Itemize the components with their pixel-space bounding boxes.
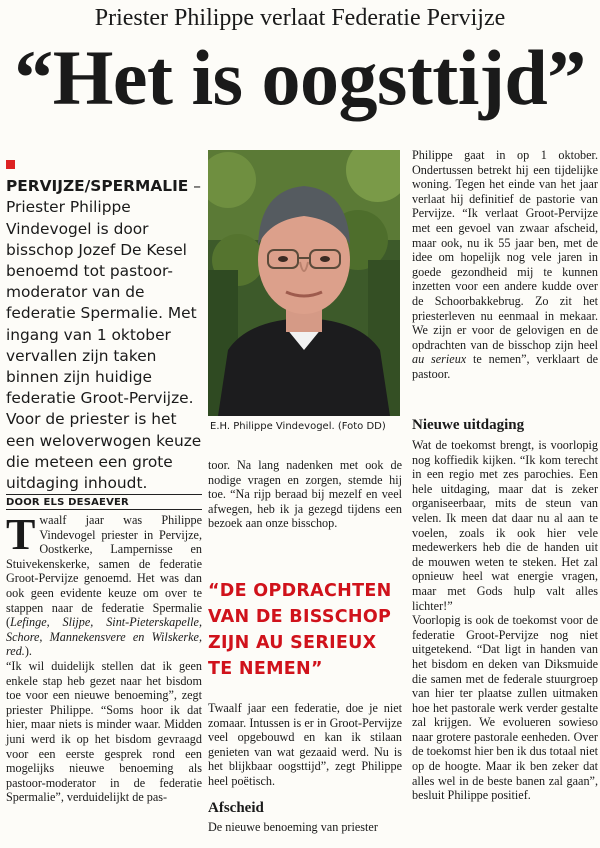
col2-paragraph-3: De nieuwe benoeming van priester — [208, 820, 378, 834]
byline: DOOR ELS DESAEVER — [6, 497, 129, 508]
col1-paragraph-1 — [6, 510, 202, 659]
column-2-lower — [208, 701, 402, 789]
lead-place: PERVIJZE/SPERMALIE — [6, 177, 189, 196]
col1-p1-end: ). — [24, 644, 32, 659]
article-lead — [6, 155, 202, 494]
subhead-nieuwe-uitdaging: Nieuwe uitdaging — [412, 417, 525, 433]
col3-paragraph-3: Voorlopig is ook de toekomst voor de federatie Groot-Pervijze nog niet uitgetekend. “Dat ligt in handen van het bisdom en deken van Diksmuide die samen met de federale stuurgroep van hier ter plaatse zullen uitmaken hoe het pastorale werk verder gestalte zal krijgen. We evolueren sowieso naar grotere pastorale eenheden. Over de toekomst hier ben ik dus totaal niet op de hoogte. Maar ik ben zeker dat alles wel in de beste banen zal gaan”, besluit Philippe positief. — [412, 613, 598, 803]
pull-quote: “DE OPDRACHTEN VAN DE BISSCHOP ZIJN AU SERIEUX TE NEMEN” — [208, 581, 392, 679]
dropcap: T — [6, 510, 36, 559]
col3-paragraph-1 — [412, 148, 598, 382]
column-2 — [208, 458, 402, 531]
col1-p1-italic: Lefinge, Slijpe, Sint-Pieterskapelle, Schore, Mannekensvere en Wilskerke, red. — [6, 615, 202, 659]
article-kicker: Priester Philippe verlaat Federatie Pervijze — [94, 5, 506, 31]
byline-rule-top — [6, 494, 202, 495]
col2-paragraph-2: Twaalf jaar een federatie, doe je niet zomaar. Intussen is er in Groot-Pervijze veel opgebouwd en kan ik stilaan genieten van wat gezaaid werd. Nu is het blijkbaar oogsttijd”, zegt Philippe heel poëtisch. — [208, 701, 402, 788]
col3-p1-end: te nemen”, verklaart de pastoor. — [412, 352, 598, 381]
column-1 — [6, 510, 202, 805]
col1-paragraph-2: “Ik wil duidelijk stellen dat ik geen enkele stap heb gezet naar het bisdom toe voor een nieuwe benoeming”, zegt priester Philippe. “Soms hoor ik dat hier, maar niets is minder waar. Midden juni werd ik op het bisdom gevraagd voor een eerste gesprek rond een mogelijks nieuwe benoeming als pastoor-moderator in de federatie Spermalie”, verduidelijkt de pas- — [6, 658, 202, 805]
col2-paragraph-1: toor. Na lang nadenken met ook de nodige vragen en zorgen, stemde hij toe. “Na rijp beraad bij mezelf en veel afwegen, heb ik ja gezegd tijdens een bezoek aan onze bisschop. — [208, 458, 402, 531]
priest-photo — [208, 150, 400, 416]
column-3-lower — [412, 438, 598, 803]
col3-p1-italic: au serieux — [412, 352, 467, 367]
column-3 — [412, 148, 598, 382]
subhead-afscheid: Afscheid — [208, 800, 264, 816]
photo-caption: E.H. Philippe Vindevogel. (Foto DD) — [210, 421, 386, 432]
col3-paragraph-2: Wat de toekomst brengt, is voorlopig nog koffiedik kijken. “Ik kom terecht in een regio met zes parochies. Een hele uitdaging, maar dat is zeker organiseerbaar, mits de steun van velen. Ik meen dat daar nu al aan te voelen, zoals ik ook hier vele medewerkers heb die de handen uit de mouwen weten te steken. Het zal opnieuw heel wat energie vragen, maar met Gods hulp valt alles lichter!” — [412, 438, 598, 613]
red-square-icon — [6, 160, 15, 169]
article-headline: “Het is oogsttijd” — [14, 34, 586, 121]
col1-p1-text: waalf jaar was Philippe Vindevogel priester in Pervijze, Oostkerke, Lampernisse en Stuivekenskerke, samen de federatie Groot-Pervijze genoemd. Het was dan ook geen evidente keuze om over te stappen naar de federatie Spermalie ( — [6, 513, 202, 630]
byline-rule-bottom — [6, 509, 202, 510]
col3-p1-text: Philippe gaat in op 1 oktober. Ondertussen betrekt hij een tijdelijke woning. Tegen het einde van het jaar verlaat hij definitief de pastorie van Pervijze. “Ik verlaat Groot-Pervijze met een gevoel van zwaar afscheid, maar ook, nu ik 55 jaar ben, met de idee om hopelijk nog vele jaren in goede gezondheid mij te kunnen inzetten voor een andere kudde over de Schoorbakkebrug. Zo zit het priesterleven nu eenmaal in mekaar. We zijn er voor de gelovigen en de opdrachten van de bisschop zijn heel — [412, 148, 598, 352]
lead-text: – Priester Philippe Vindevogel is door bisschop Jozef De Kesel benoemd tot pastoor-moderator van de federatie Spermalie. Met ingang van 1 oktober vervallen zijn taken binnen zijn huidige federatie Groot-Pervijze. Voor de priester is het een weloverwogen keuze die meteen een grote uitdaging inhoudt. — [6, 177, 202, 493]
